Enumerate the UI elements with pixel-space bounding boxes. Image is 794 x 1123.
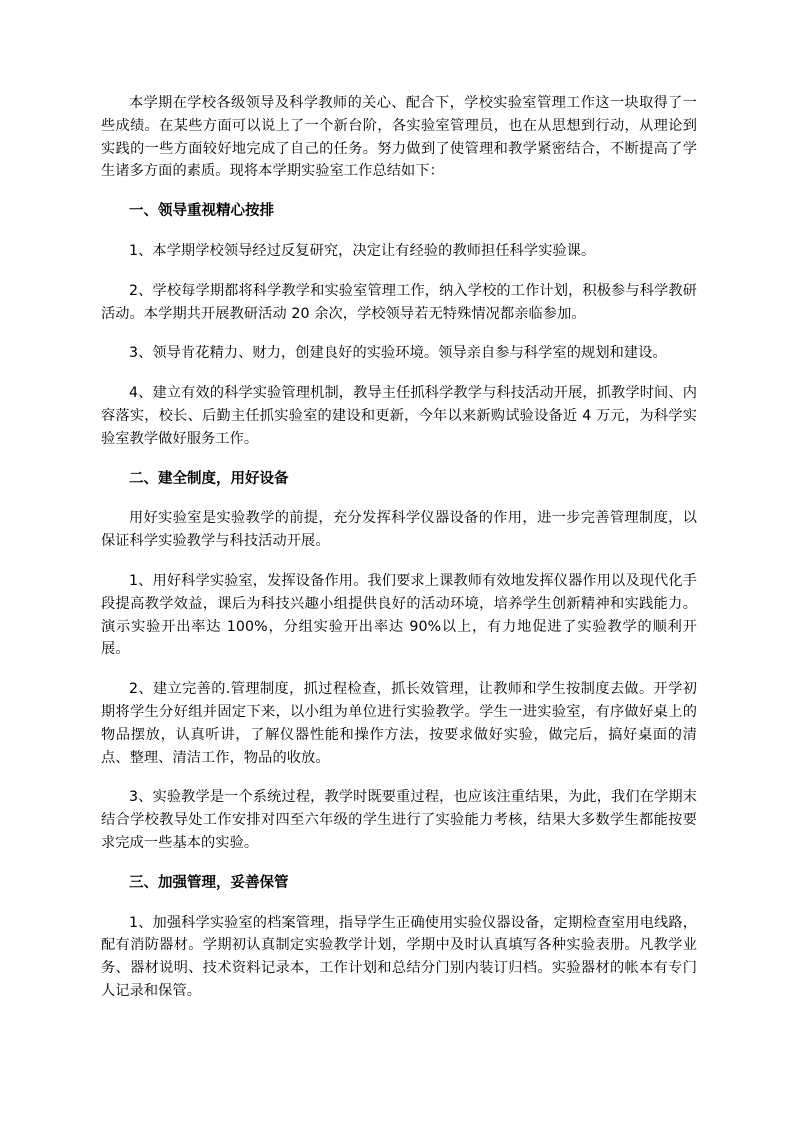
section-1-paragraph-3: 3、领导肯花精力、财力，创建良好的实验环境。领导亲自参与科学室的规划和建设。 [129,345,667,362]
section-heading-3: 三、加强管理，妥善保管 [129,874,289,891]
section-heading-2: 二、建全制度，用好设备 [129,470,289,487]
section-3-paragraph-1: 1、加强科学实验室的档案管理，指导学生正确使用实验仪器设备，定期检查室用电线路，配有消防器材。学期初认真制定实验教学计划，学期中及时认真填写各种实验表册。凡教学业务、器材说明、技术资料记录本，工作计划和总结分门别内装订归档。实验器材的帐本有专门人记录和保管。 [101,914,697,999]
intro-paragraph: 本学期在学校各级领导及科学教师的关心、配合下，学校实验室管理工作这一块取得了一些成绩。在某些方面可以说上了一个新台阶，各实验室管理员，也在从思想到行动，从理论到实践的一些方面较好地完成了自己的任务。努力做到了使管理和教学紧密结合，不断提高了学生诸多方面的素质。现将本学期实验室工作总结如下： [101,95,697,180]
document-page [101,92,697,1003]
section-1-paragraph-4: 4、建立有效的科学实验管理机制，教导主任抓科学教学与科技活动开展，抓教学时间、内容落实，校长、后勤主任抓实验室的建设和更新，今年以来新购试验设备近 4 万元，为科学实验室教学做好服务工作。 [101,385,697,447]
section-2-paragraph-1: 用好实验室是实验教学的前提，充分发挥科学仪器设备的作用，进一步完善管理制度，以保证科学实验教学与科技活动开展。 [101,510,697,550]
section-2-paragraph-3: 2、建立完善的.管理制度，抓过程检查，抓长效管理，让教师和学生按制度去做。开学初期将学生分好组并固定下来，以小组为单位进行实验教学。学生一进实验室，有序做好桌上的物品摆放，认真听讲，了解仪器性能和操作方法，按要求做好实验，做完后，搞好桌面的清点、整理、清洁工作，物品的收放。 [101,681,697,766]
section-1-paragraph-2: 2、学校每学期都将科学教学和实验室管理工作，纳入学校的工作计划，积极参与科学教研活动。本学期共开展教研活动 20 余次，学校领导若无特殊情况都亲临参加。 [101,282,697,322]
section-2-paragraph-2: 1、用好科学实验室，发挥设备作用。我们要求上课教师有效地发挥仪器作用以及现代化手段提高教学效益，课后为科技兴趣小组提供良好的活动环境，培养学生创新精神和实践能力。演示实验开出率达 100%，分组实验开出率达 90%以上，有力地促进了实验教学的顺利开展。 [101,572,697,658]
section-1-paragraph-1: 1、本学期学校领导经过反复研究，决定让有经验的教师担任科学实验课。 [129,242,596,259]
section-2-paragraph-4: 3、实验教学是一个系统过程，教学时既要重过程，也应该注重结果，为此，我们在学期末结合学校教导处工作安排对四至六年级的学生进行了实验能力考核，结果大多数学生都能按要求完成一些基本的实验。 [101,789,697,851]
section-heading-1: 一、领导重视精心按排 [129,203,274,220]
